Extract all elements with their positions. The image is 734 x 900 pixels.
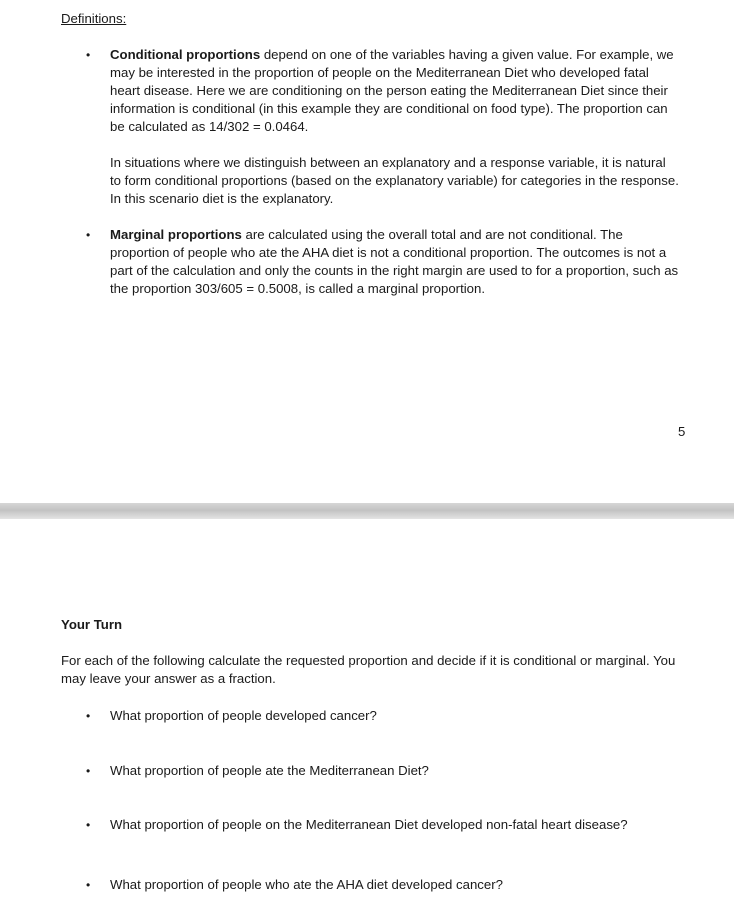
your-turn-instructions: For each of the following calculate the requested proportion and decide if it is conditional or marginal. You may leave your answer as a fraction.: [61, 653, 676, 686]
question-text: What proportion of people on the Mediterranean Diet developed non-fatal heart disease?: [110, 817, 628, 832]
definition-text: are calculated using the overall total and are not conditional. The proportion of people who ate the AHA diet is not a conditional proportion. The outcomes is not a part of the calculation and only the counts in the right margin are used to for a proportion, such as the proportion 303/605 = 0.5008, is called a marginal proportion.: [110, 227, 679, 296]
definition-term: Marginal proportions: [110, 227, 242, 242]
bullet-icon: •: [86, 228, 91, 242]
bullet-icon: •: [86, 878, 91, 892]
page-number: 5: [678, 424, 686, 439]
bullet-icon: •: [86, 764, 91, 778]
definition-paragraph: [110, 226, 680, 298]
bullet-icon: •: [86, 818, 91, 832]
question-text: What proportion of people ate the Mediterranean Diet?: [110, 763, 429, 778]
definition-text: depend on one of the variables having a given value. For example, we may be interested in the proportion of people on the Mediterranean Diet who developed fatal heart disease. Here we are conditioning on the person eating the Mediterranean Diet since their information is conditional (in this example they are conditional on food type). The proportion can be calculated as 14/302 = 0.0464.: [110, 47, 674, 134]
document-page-6: [0, 519, 734, 900]
definition-body: [110, 46, 680, 208]
definition-term: Conditional proportions: [110, 47, 261, 62]
definitions-heading: Definitions:: [61, 11, 127, 26]
bullet-icon: •: [86, 709, 91, 723]
question-text: What proportion of people developed cancer?: [110, 708, 377, 723]
question-text: What proportion of people who ate the AHA diet developed cancer?: [110, 877, 503, 892]
your-turn-heading: Your Turn: [61, 617, 123, 632]
definition-body: [110, 226, 680, 298]
bullet-icon: •: [86, 48, 91, 62]
page-separator: [0, 503, 734, 519]
definition-paragraph: [110, 46, 680, 136]
definition-paragraph-2: In situations where we distinguish between an explanatory and a response variable, it is natural to form conditional proportions (based on the explanatory variable) for categories in the response. In this scenario diet is the explanatory.: [110, 155, 679, 206]
